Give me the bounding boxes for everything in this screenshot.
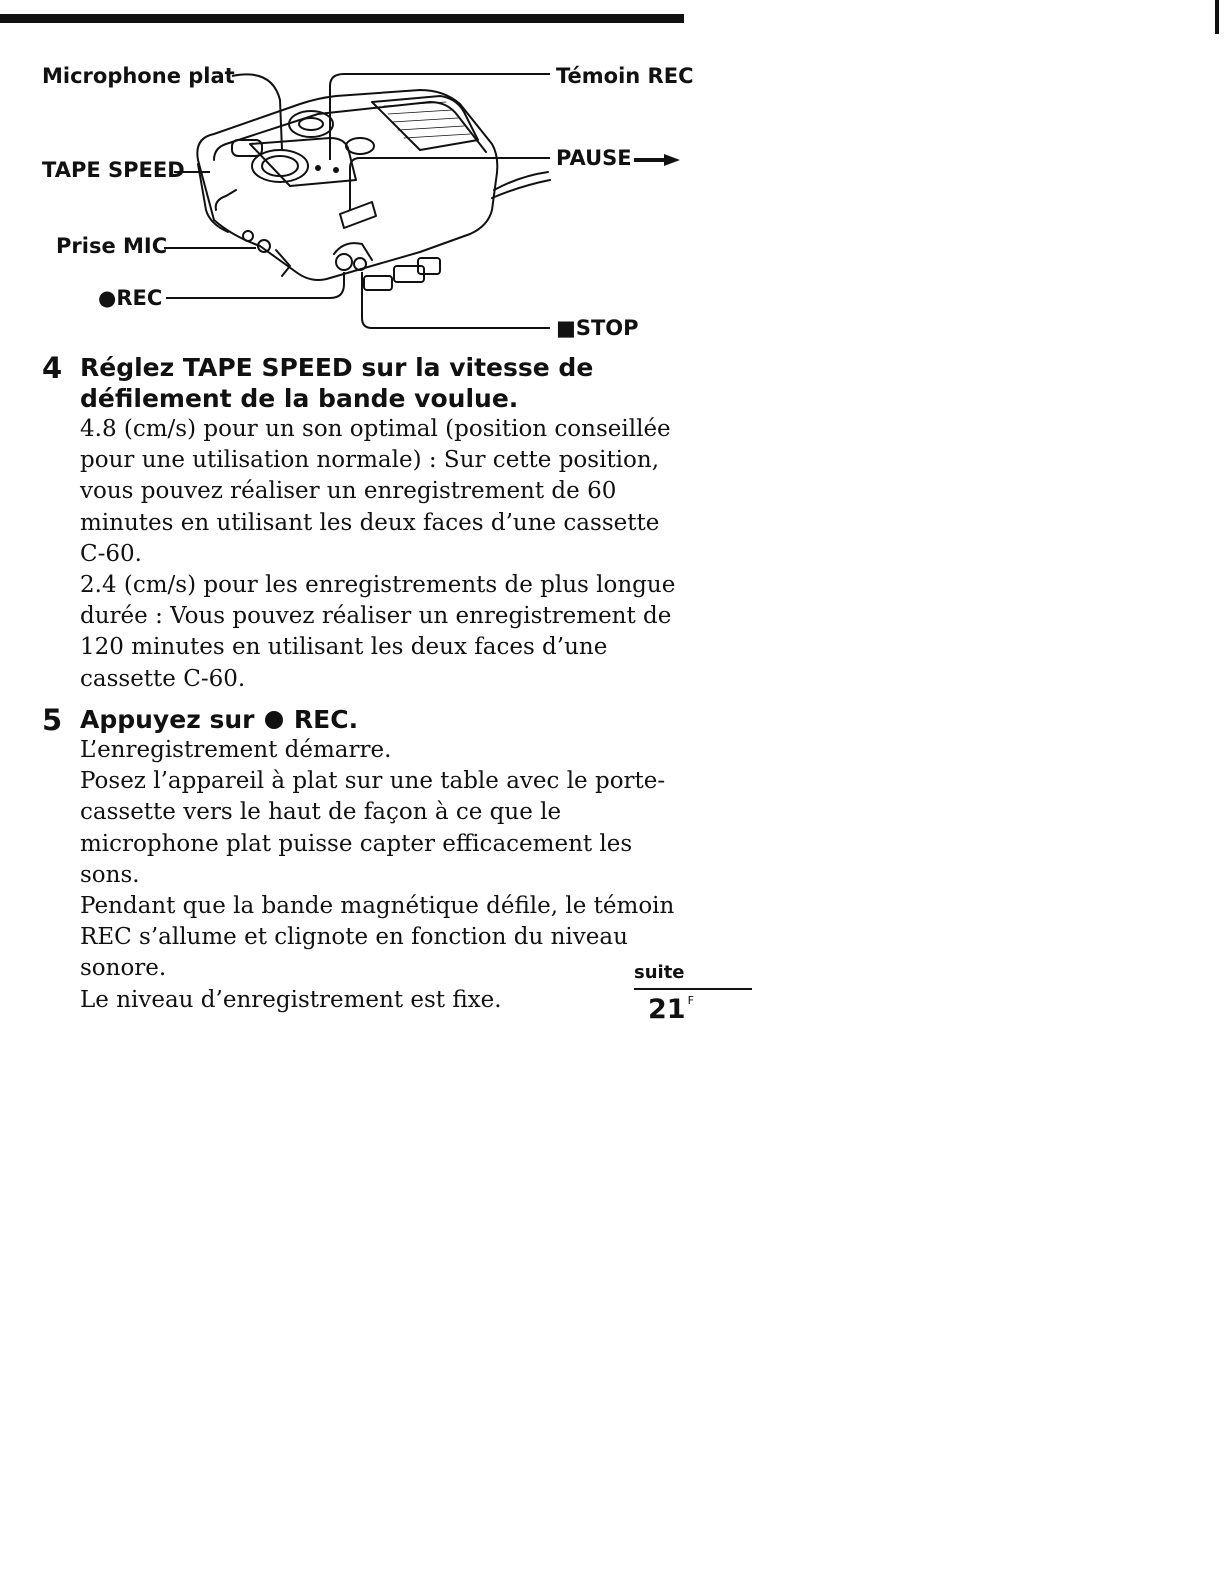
rec-dot-icon bbox=[265, 711, 283, 729]
label-stop: ■STOP bbox=[556, 316, 639, 340]
step-body bbox=[80, 414, 690, 695]
step-title bbox=[80, 704, 640, 735]
step-title: Réglez TAPE SPEED sur la vitesse de défilement de la bande voulue. bbox=[80, 353, 594, 413]
page-number bbox=[648, 994, 694, 1025]
label-prise-mic: Prise MIC bbox=[56, 234, 168, 258]
page-number-value: 21 bbox=[648, 994, 686, 1025]
paragraph: 2.4 (cm/s) pour les enregistrements de plus longue durée : Vous pouvez réaliser un enregistrement de 120 minutes en utilisant les deux faces d’une cassette C-60. bbox=[80, 572, 676, 692]
page-edge-mark bbox=[1215, 0, 1219, 34]
label-rec: ●REC bbox=[98, 286, 163, 310]
continued-label: suite bbox=[634, 962, 685, 983]
paragraph: 4.8 (cm/s) pour un son optimal (position conseillée pour une utilisation normale) : Sur cette position, vous pouvez réaliser un enregistrement de 60 minutes en utilisant les deux faces d’une cassette C-60. bbox=[80, 416, 671, 567]
step-number: 5 bbox=[42, 703, 63, 737]
page-number-suffix: F bbox=[687, 994, 694, 1007]
step-title-suffix: REC. bbox=[293, 705, 359, 734]
label-tape-speed: TAPE SPEED bbox=[42, 158, 185, 182]
step-number: 4 bbox=[42, 351, 63, 385]
paragraph: Pendant que la bande magnétique défile, le témoin REC s’allume et clignote en fonction du niveau sonore. bbox=[80, 893, 675, 982]
recorder-diagram bbox=[0, 40, 720, 350]
step-body bbox=[80, 735, 690, 1016]
label-temoin-rec: Témoin REC bbox=[556, 64, 694, 88]
label-microphone-plat: Microphone plat bbox=[42, 64, 235, 88]
label-pause: PAUSE bbox=[556, 146, 632, 170]
paragraph: Le niveau d’enregistrement est fixe. bbox=[80, 986, 502, 1013]
step-title-prefix: Appuyez sur bbox=[80, 705, 255, 734]
step-4 bbox=[42, 352, 742, 695]
paragraph: Posez l’appareil à plat sur une table avec le porte-cassette vers le haut de façon à ce que le microphone plat puisse capter efficacement les sons. bbox=[80, 768, 666, 888]
paragraph: L’enregistrement démarre. bbox=[80, 737, 392, 763]
continued-rule bbox=[634, 988, 752, 990]
header-rule bbox=[0, 14, 684, 23]
